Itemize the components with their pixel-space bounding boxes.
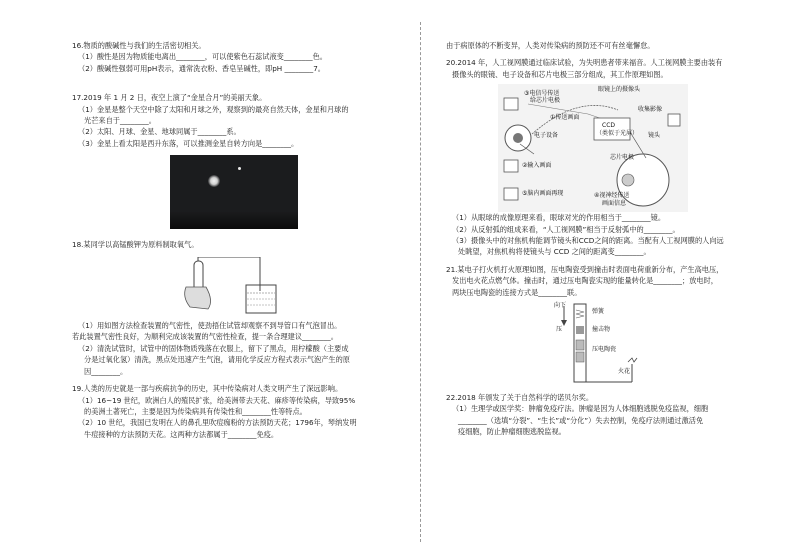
q22-line-4: 疫细胞，防止肿瘤细胞逃脱监视。: [458, 427, 566, 437]
q18-item-2c: 因________。: [84, 366, 128, 376]
label-input: ②输入画面: [522, 162, 552, 170]
q21-line-2: 发出电火花点燃气体。撞击时，通过压电陶瓷实现的能量转化是________；放电时，: [452, 276, 718, 286]
q17-item-2: （2）太阳、月球、金星、地球同属于________系。: [78, 127, 241, 137]
moon-glow: [208, 175, 220, 187]
q18-stem: 18.某同学以高锰酸钾为原料制取氧气。: [72, 240, 199, 250]
q22-line-3: ________（选填“分裂”、“生长”或“分化”）失去控制，免疫疗法则通过激活免: [458, 415, 704, 425]
q17-stem: 17.2019 年 1 月 2 日，夜空上演了“金星合月”的美丽天象。: [72, 93, 267, 103]
label-hammer: 撞击物: [592, 326, 611, 334]
label-spark: 火花: [618, 368, 631, 376]
q16-item-1: （1）酸性是因为物质能电离出________，可以使紫色石蕊试液变________色。: [78, 52, 327, 62]
q17-item-1b: 光芒来自于________。: [84, 116, 156, 126]
q17-item-3: （3）金星上看太阳是西升东落，可以推测金星自转方向是________。: [78, 138, 299, 148]
q22-line-2: （1）生理学或医学奖：肿瘤免疫疗法。肿瘤是因为人体细胞逃脱免疫监视，细胞: [452, 404, 709, 414]
q22-line-1: 22.2018 年颁发了关于自然科学的诺贝尔奖。: [446, 393, 594, 403]
q18-item-1b: 若此装置气密性良好，为顺利完成该装置的气密性检查，提一条合理建议________。: [72, 332, 338, 342]
label-chip: 芯片电极: [610, 154, 635, 162]
label-ccd-note: （类似于光屏）: [596, 130, 639, 138]
right-column: [446, 40, 738, 438]
column-divider: [420, 22, 421, 542]
label-camera-glasses: 眼镜上的摄像头: [598, 86, 641, 94]
label-retina: ④视神经传送: [594, 192, 630, 200]
tree-silhouette: [170, 211, 298, 229]
label-ccd: CCD: [602, 122, 615, 130]
q19-continuation: 由于病原体的不断变异，人类对传染病的预防还不可有丝毫懈怠。: [446, 41, 655, 50]
venus-moon-photo: [170, 155, 298, 229]
q18-item-2b: 分是过氧化氢）清洗，黑点处迅速产生气泡，请用化学反应方程式表示气泡产生的原: [84, 355, 350, 365]
label-spring: 弹簧: [592, 308, 605, 316]
artificial-retina-figure: [498, 84, 688, 212]
q17-item-1: （1）金星是整个天空中除了太阳和月球之外，观察到的最亮自然天体，金星和月球的: [78, 104, 349, 114]
left-column: [72, 40, 400, 440]
label-lens: 镜头: [648, 132, 661, 140]
label-signal-2: 给芯片电极: [530, 97, 561, 105]
q16-stem: 16.物质的酸碱性与我们的生活密切相关。: [72, 41, 206, 50]
q20-item-1: （1）从眼球的成像原理来看，眼球对光的作用相当于________镜。: [452, 213, 666, 223]
q19-item-1b: 的美洲土著死亡，主要是因为传染病具有传染性和________性等特点。: [84, 406, 307, 416]
label-press: 向下: [554, 302, 567, 310]
q16-item-2: （2）酸碱性强弱可用pH表示，通常洗衣粉、香皂呈碱性，即pH ________7。: [78, 63, 325, 73]
q20-stem-1: 20.2014 年，人工视网膜通过临床试验，为失明患者带来福音。人工视网膜主要由装有: [446, 58, 723, 68]
q19-item-2b: 牛痘接种的方法预防天花。这两种方法都属于________免疫。: [84, 429, 279, 439]
label-device: 电子设备: [534, 132, 559, 140]
q19-item-1: （1）16~19 世纪，欧洲白人的殖民扩张，给美洲带去天花、麻疹等传染病，导致95%: [78, 395, 356, 405]
airtightness-apparatus-figure: [180, 257, 290, 317]
q20-stem-2: 摄像头的眼镜、电子设备和芯片电极三部分组成，其工作原理如图。: [452, 69, 668, 79]
q20-item-3: （3）摄像头中的对焦机构能调节镜头和CCD之间的距离。当配有人工视网膜的人向远: [452, 236, 724, 246]
q21-line-3: 两块压电陶瓷的连接方式是________联。: [452, 287, 582, 297]
label-collect: 收集影像: [638, 106, 663, 114]
q18-item-2: （2）清洗试管时，试管中的固体物质残落在衣服上，留下了黑点，用柠檬酸（主要成: [78, 343, 349, 353]
q18-item-1: （1）用如图方法检查装置的气密性，使劲捂住试管却观察不到导管口有气泡冒出。: [78, 321, 342, 331]
q20-item-2: （2）从反射弧的组成来看，“人工视网膜”相当于反射弧中的________。: [452, 224, 680, 234]
label-press-2: 压: [556, 326, 563, 334]
q21-line-1: 21.某电子打火机打火原理如图，压电陶瓷受到撞击时表面电荷重新分布，产生高电压，: [446, 264, 724, 274]
q19-item-2: （2）10 世纪，我国已发明在人的鼻孔里吹痘痂粉的方法预防天花；1796年，琴纳发明: [78, 418, 357, 428]
lighter-ignition-figure: [554, 300, 644, 386]
label-reproduce: ⑤脑内画面再现: [522, 190, 564, 198]
venus-dot: [238, 167, 241, 170]
q20-item-3b: 处眺望，对焦机构将使镜头与 CCD 之间的距离变________。: [458, 247, 651, 257]
label-signal: ③电信号传送: [524, 90, 560, 98]
label-send: ①传送画面: [550, 114, 580, 122]
label-ceramic: 压电陶瓷: [592, 346, 617, 354]
q19-stem: 19.人类的历史就是一部与疾病抗争的历史，其中传染病对人类文明产生了深远影响。: [72, 384, 343, 394]
label-retina-2: 画面信息: [602, 200, 627, 208]
